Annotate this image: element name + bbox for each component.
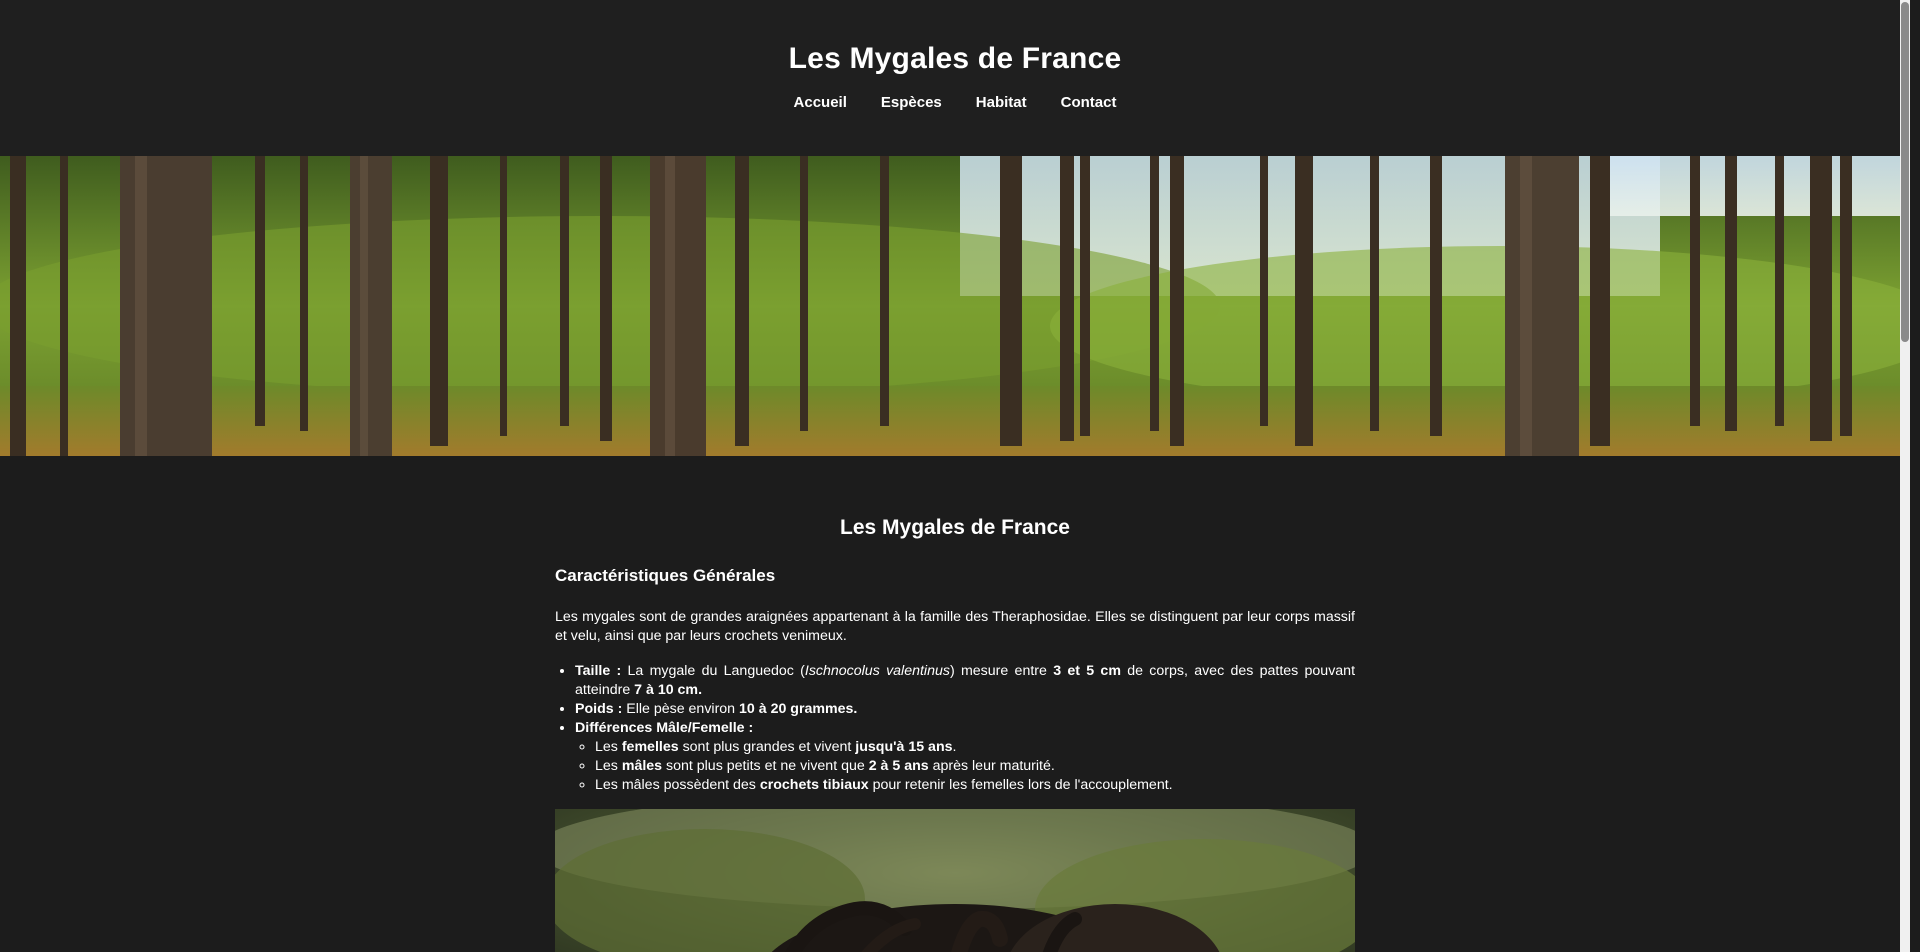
- sublist-item: [595, 738, 1355, 757]
- nav-link-habitat[interactable]: Habitat: [975, 94, 1027, 111]
- section-title: Caractéristiques Générales: [555, 566, 776, 585]
- nav-link-accueil[interactable]: Accueil: [793, 94, 847, 111]
- list-item-differences: [575, 719, 1355, 795]
- sub-text: Les: [595, 758, 622, 774]
- weight-value: 10 à 20 grammes: [739, 701, 854, 717]
- sub-bold: jusqu'à 15 ans: [855, 739, 953, 755]
- size-range: 3 et 5 cm: [1053, 663, 1121, 679]
- size-text-2: ) mesure entre: [949, 663, 1054, 679]
- scrollbar-thumb[interactable]: [1901, 2, 1909, 342]
- sub-text: pour retenir les femelles lors de l'accouplement.: [868, 777, 1173, 793]
- weight-text: Elle pèse environ: [622, 701, 740, 717]
- size-text-1: La mygale du Languedoc (: [621, 663, 805, 679]
- intro-paragraph: Les mygales sont de grandes araignées appartenant à la famille des Theraphosidae. Elles se distinguent par leur corps massif et velu, ainsi que par leurs crochets venimeux.: [555, 609, 1355, 644]
- main-content: [555, 456, 1355, 952]
- sub-bold: mâles: [621, 758, 663, 774]
- list-item-size: [575, 662, 1355, 700]
- sub-text: Les: [595, 739, 622, 755]
- facts-list: [555, 662, 1355, 795]
- tarantula-photo: [555, 809, 1355, 952]
- size-text-3: de corps, avec des pattes pouvant atteindre: [575, 663, 1356, 698]
- site-header: [0, 0, 1910, 156]
- nav-link-especes[interactable]: Espèces: [880, 94, 942, 111]
- article-title: Les Mygales de France: [840, 516, 1070, 539]
- size-label: Taille :: [575, 663, 622, 679]
- sub-text: .: [952, 739, 957, 755]
- sub-text: Les mâles possèdent des: [595, 777, 760, 793]
- sublist-item: [595, 757, 1355, 776]
- sub-bold: femelles: [621, 739, 679, 755]
- nav-link-contact[interactable]: Contact: [1060, 94, 1117, 111]
- sub-bold: crochets tibiaux: [759, 777, 869, 793]
- sublist-item: [595, 776, 1355, 795]
- leg-range: 7 à 10 cm: [634, 682, 699, 698]
- sub-text: sont plus grandes et vivent: [678, 739, 856, 755]
- forest-banner-image: [0, 156, 1910, 456]
- main-nav: [0, 94, 1910, 111]
- list-item-weight: [575, 700, 1355, 719]
- differences-sublist: [575, 738, 1355, 795]
- size-end: .: [698, 682, 703, 698]
- differences-label: Différences Mâle/Femelle :: [575, 720, 754, 736]
- scrollbar[interactable]: [1900, 0, 1910, 952]
- site-title: Les Mygales de France: [788, 42, 1122, 75]
- weight-label: Poids :: [575, 701, 623, 717]
- species-name: Ischnocolus valentinus: [804, 663, 950, 679]
- sub-text: sont plus petits et ne vivent que: [662, 758, 869, 774]
- sub-bold: 2 à 5 ans: [868, 758, 929, 774]
- sub-text: après leur maturité.: [928, 758, 1055, 774]
- weight-end: .: [853, 701, 858, 717]
